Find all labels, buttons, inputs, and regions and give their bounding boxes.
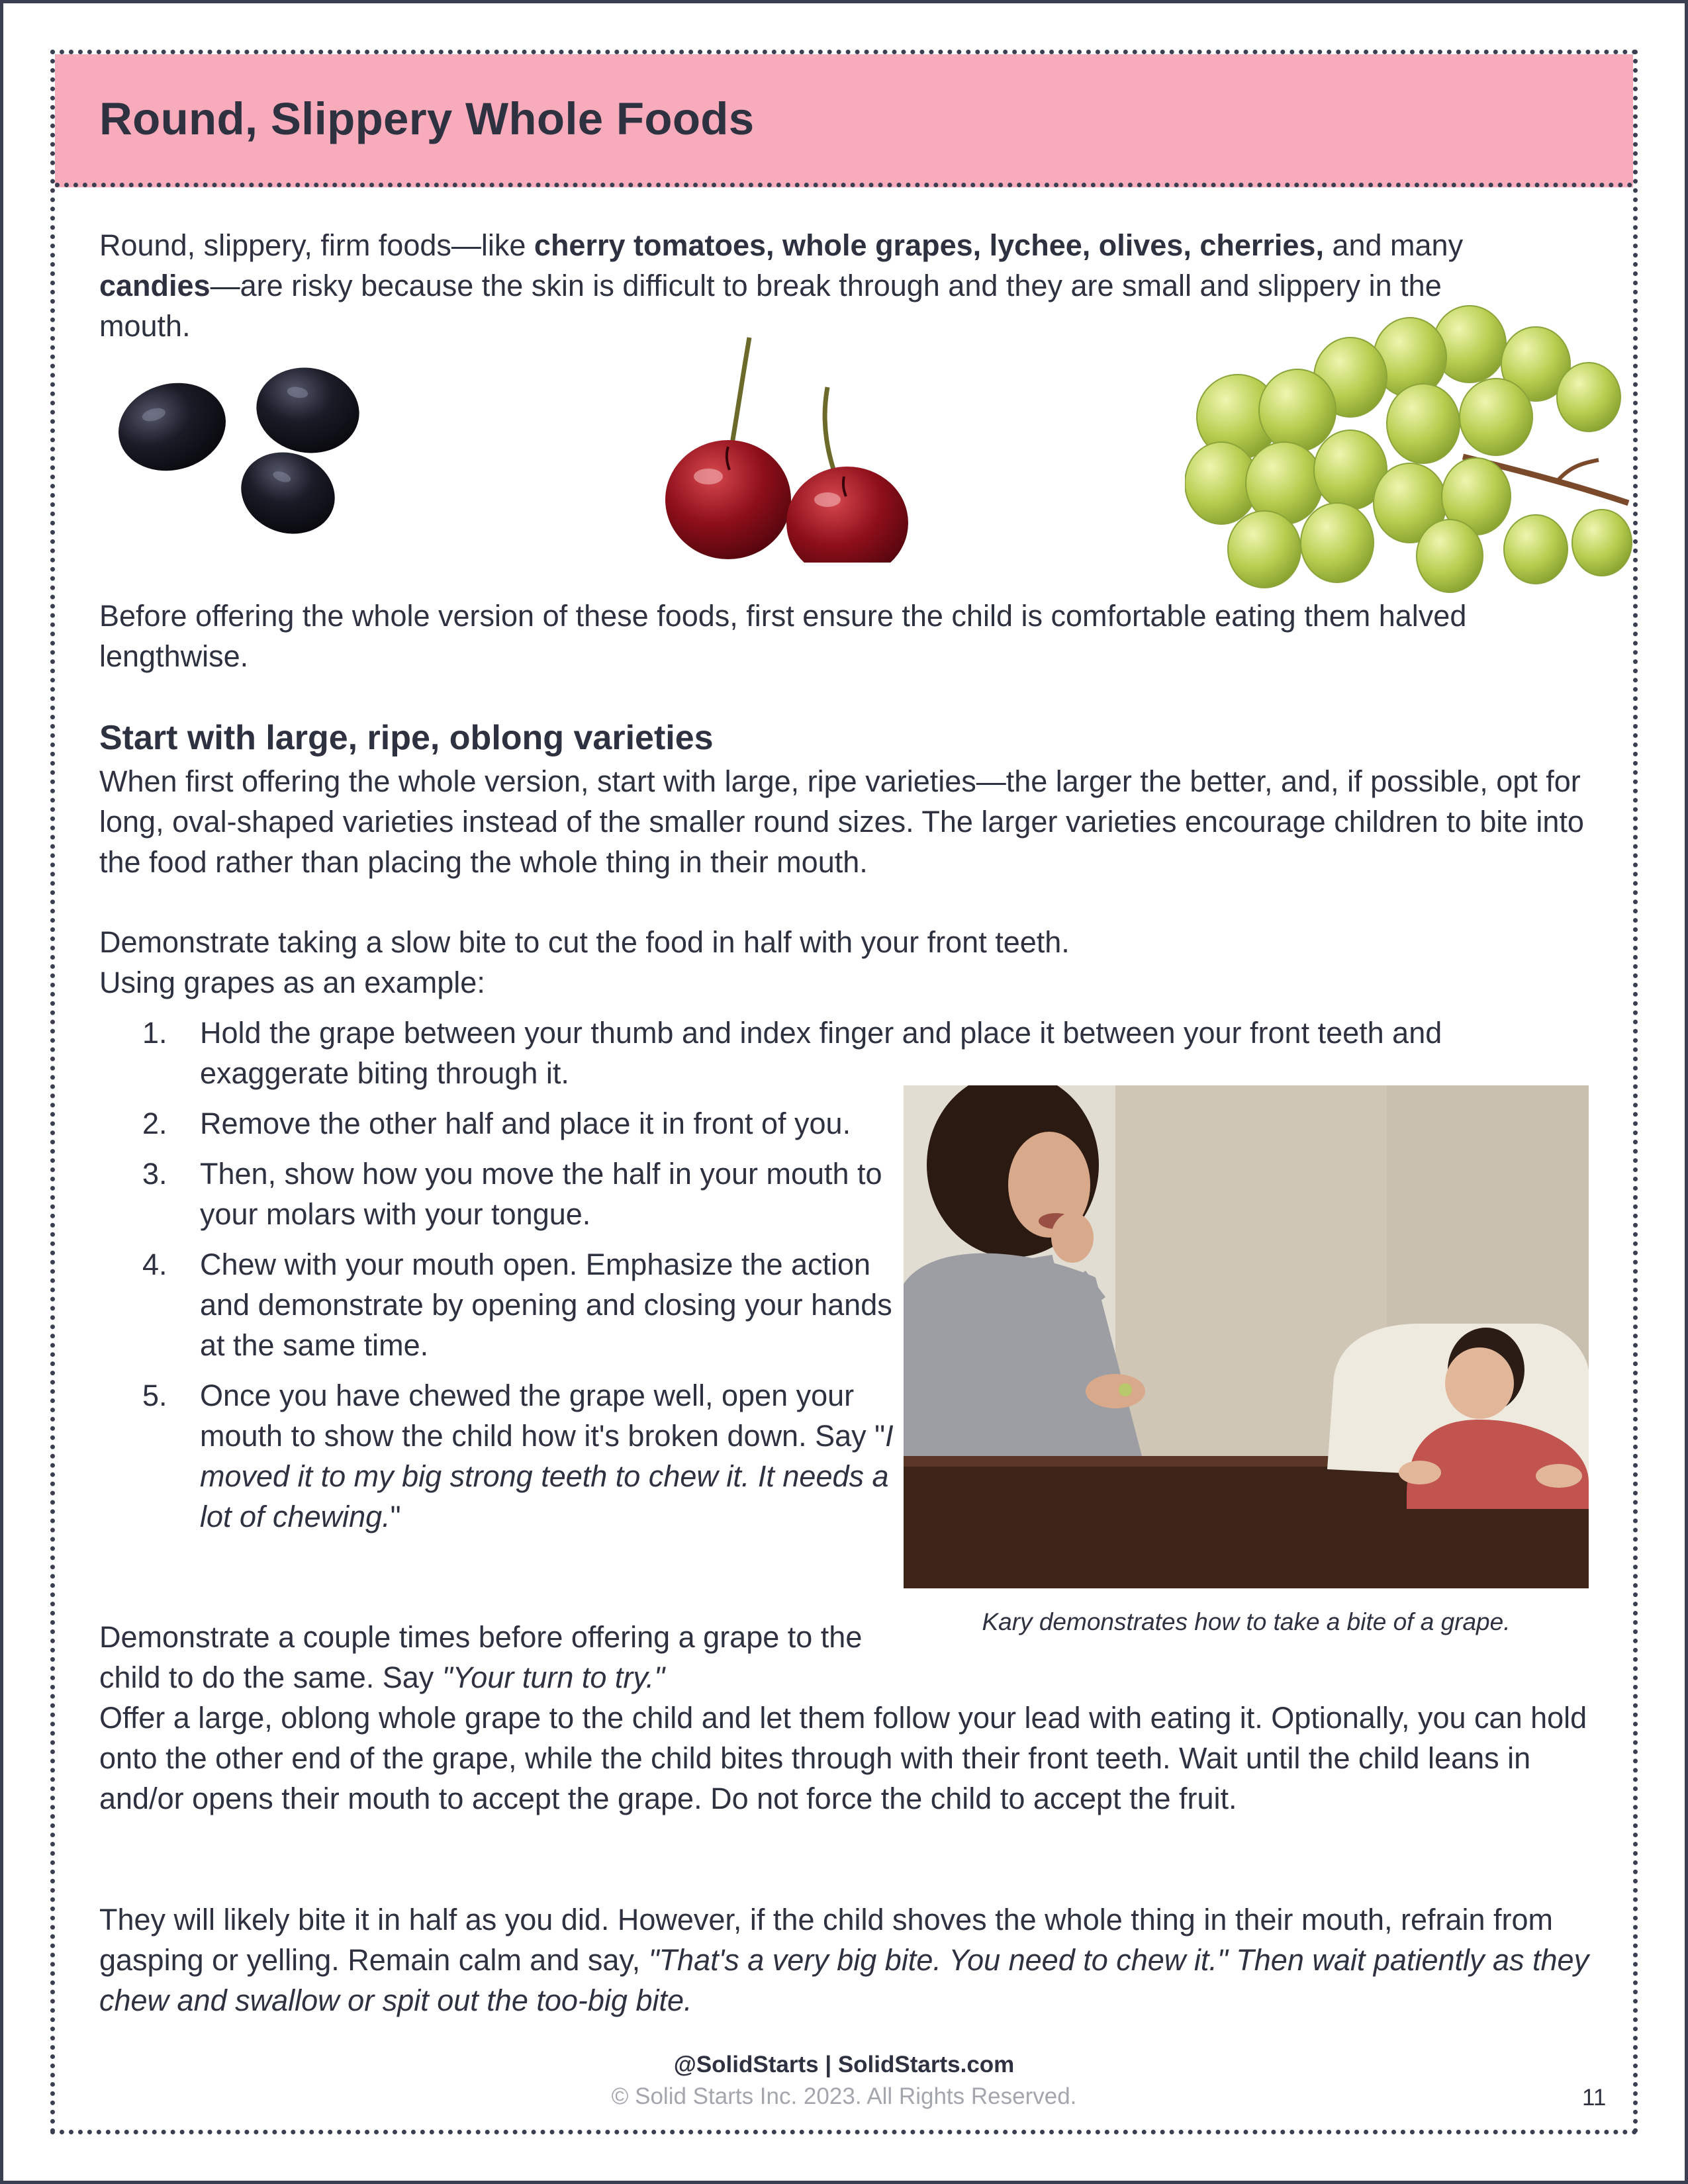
- intro-bold-foods: cherry tomatoes, whole grapes, lychee, olives, cherries,: [534, 228, 1324, 262]
- demo-intro-line1: Demonstrate taking a slow bite to cut the food in half with your front teeth.: [99, 925, 1070, 959]
- demo-intro-paragraph: [99, 922, 1357, 1003]
- list-item: [142, 1244, 915, 1365]
- step-number: 5.: [142, 1379, 167, 1412]
- demo-intro-line2: Using grapes as an example:: [99, 966, 485, 999]
- step-number: 3.: [142, 1157, 167, 1191]
- step-text: Chew with your mouth open. Emphasize the action and demonstrate by opening and closing your hands at the same time.: [200, 1248, 892, 1362]
- intro-bold-candies: candies: [99, 269, 211, 302]
- cherries-image: [629, 324, 960, 563]
- step-text-end: ": [390, 1500, 401, 1533]
- demo-again-paragraph: [99, 1617, 894, 1698]
- footer-copyright: © Solid Starts Inc. 2023. All Rights Reserved.: [611, 2083, 1077, 2109]
- step-text-plain: Once you have chewed the grape well, open your mouth to show the child how it's broken down. Say ": [200, 1379, 886, 1453]
- step-number: 2.: [142, 1107, 167, 1140]
- step-number: 4.: [142, 1248, 167, 1281]
- intro-tail: —are risky because the skin is difficult to break through and they are small and slippery in the mouth.: [99, 269, 1442, 343]
- list-item: [142, 1154, 915, 1234]
- list-item: [142, 1013, 1597, 1093]
- demo-again-plain: Demonstrate a couple times before offering a grape to the child to do the same. Say: [99, 1620, 863, 1694]
- list-item: [142, 1103, 915, 1144]
- page-title: Round, Slippery Whole Foods: [99, 93, 755, 144]
- step-text: Then, show how you move the half in your mouth to your molars with your tongue.: [200, 1157, 882, 1231]
- before-offering-paragraph: Before offering the whole version of these foods, first ensure the child is comfortable eating them halved lengthwise.: [99, 599, 1467, 673]
- intro-mid: and many: [1323, 228, 1464, 262]
- step-text: Remove the other half and place it in front of you.: [200, 1107, 851, 1140]
- step-text: Hold the grape between your thumb and index finger and place it between your front teeth and exaggerate biting through it.: [200, 1016, 1442, 1090]
- offer-paragraph: Offer a large, oblong whole grape to the child and let them follow your lead with eating it. Optionally, you can hold onto the other end of the grape, while the child bites through with their front teeth. Wait until the child leans in and/or opens their mouth to accept the grape. Do not force the child to accept the fruit.: [99, 1701, 1587, 1815]
- list-item: [142, 1375, 925, 1537]
- olives-image: [106, 351, 397, 549]
- likely-paragraph: [99, 1899, 1622, 2021]
- section-heading: Start with large, ripe, oblong varieties: [99, 719, 714, 757]
- likely-italic: "That's a very big bite. You need to chew it." Then wait patiently as they chew and swallow or spit out the too-big bite.: [99, 1943, 1589, 2017]
- page-number: 11: [1582, 2085, 1607, 2111]
- step-number: 1.: [142, 1016, 167, 1050]
- step-text-italic: I moved it to my big strong teeth to chew it. It needs a lot of chewing.: [200, 1419, 894, 1533]
- intro-lead: Round, slippery, firm foods—like: [99, 228, 534, 262]
- grapes-image: [1185, 304, 1642, 596]
- likely-plain: They will likely bite it in half as you did. However, if the child shoves the whole thing in their mouth, refrain from gasping or yelling. Remain calm and say,: [99, 1903, 1554, 1977]
- demonstration-photo: [904, 1085, 1589, 1588]
- footer-social: @SolidStarts | SolidStarts.com: [673, 2052, 1015, 2077]
- demo-again-italic: "Your turn to try.": [442, 1661, 665, 1694]
- start-section-paragraph: When first offering the whole version, start with large, ripe varieties—the larger the better, and, if possible, opt for long, oval-shaped varieties instead of the smaller round sizes. The larger varieties encourage children to bite into the food rather than placing the whole thing in their mouth.: [99, 764, 1584, 879]
- photo-caption: Kary demonstrates how to take a bite of a grape.: [982, 1608, 1511, 1635]
